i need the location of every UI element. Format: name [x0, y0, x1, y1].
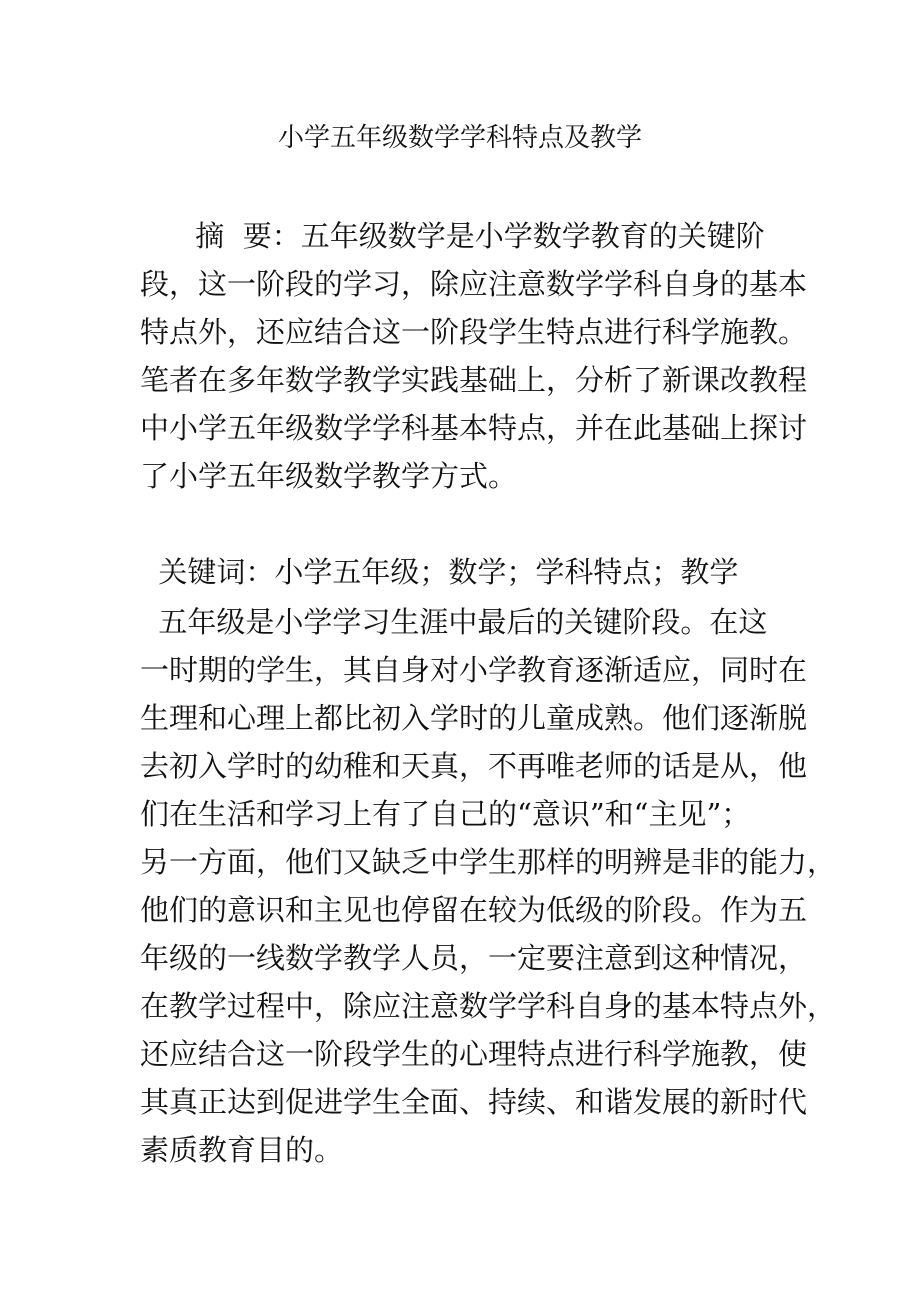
- document-title: 小学五年级数学学科特点及教学: [277, 123, 642, 153]
- body-line: 他们的意识和主见也停留在较为低级的阶段。作为五: [140, 893, 808, 927]
- abstract-line: 笔者在多年数学教学实践基础上，分析了新课改教程: [140, 363, 808, 397]
- body-line: 一时期的学生，其自身对小学教育逐渐适应，同时在: [140, 653, 808, 687]
- body-line: 还应结合这一阶段学生的心理特点进行科学施教，使: [140, 1037, 808, 1071]
- abstract-line: 了小学五年级数学教学方式。: [140, 459, 518, 493]
- body-paragraph: [140, 598, 837, 1174]
- body-line: 在教学过程中，除应注意数学学科自身的基本特点外，: [140, 989, 837, 1023]
- abstract-line: 特点外，还应结合这一阶段学生特点进行科学施教。: [140, 315, 808, 349]
- keywords-paragraph: [140, 548, 790, 596]
- body-line: 另一方面，他们又缺乏中学生那样的明辨是非的能力，: [140, 845, 837, 879]
- abstract-line: 中小学五年级数学学科基本特点，并在此基础上探讨: [140, 411, 808, 445]
- body-line: 去初入学时的幼稚和天真，不再唯老师的话是从，他: [140, 749, 808, 783]
- body-line: 生理和心理上都比初入学时的儿童成熟。他们逐渐脱: [140, 701, 808, 735]
- keywords-line: 关键词：小学五年级；数学；学科特点；教学: [140, 555, 739, 589]
- body-line: 五年级是小学学习生涯中最后的关键阶段。在这: [140, 605, 768, 639]
- abstract-line: 段，这一阶段的学习，除应注意数学学科自身的基本: [140, 267, 808, 301]
- body-line: 其真正达到促进学生全面、持续、和谐发展的新时代: [140, 1085, 808, 1119]
- body-line: 年级的一线数学教学人员，一定要注意到这种情况，: [140, 941, 808, 975]
- body-line: 们在生活和学习上有了自己的“意识”和“主见”；: [140, 797, 751, 831]
- abstract-paragraph: [140, 212, 808, 500]
- abstract-line: 摘 要：五年级数学是小学数学教育的关键阶: [140, 219, 765, 253]
- body-line: 素质教育目的。: [140, 1133, 344, 1167]
